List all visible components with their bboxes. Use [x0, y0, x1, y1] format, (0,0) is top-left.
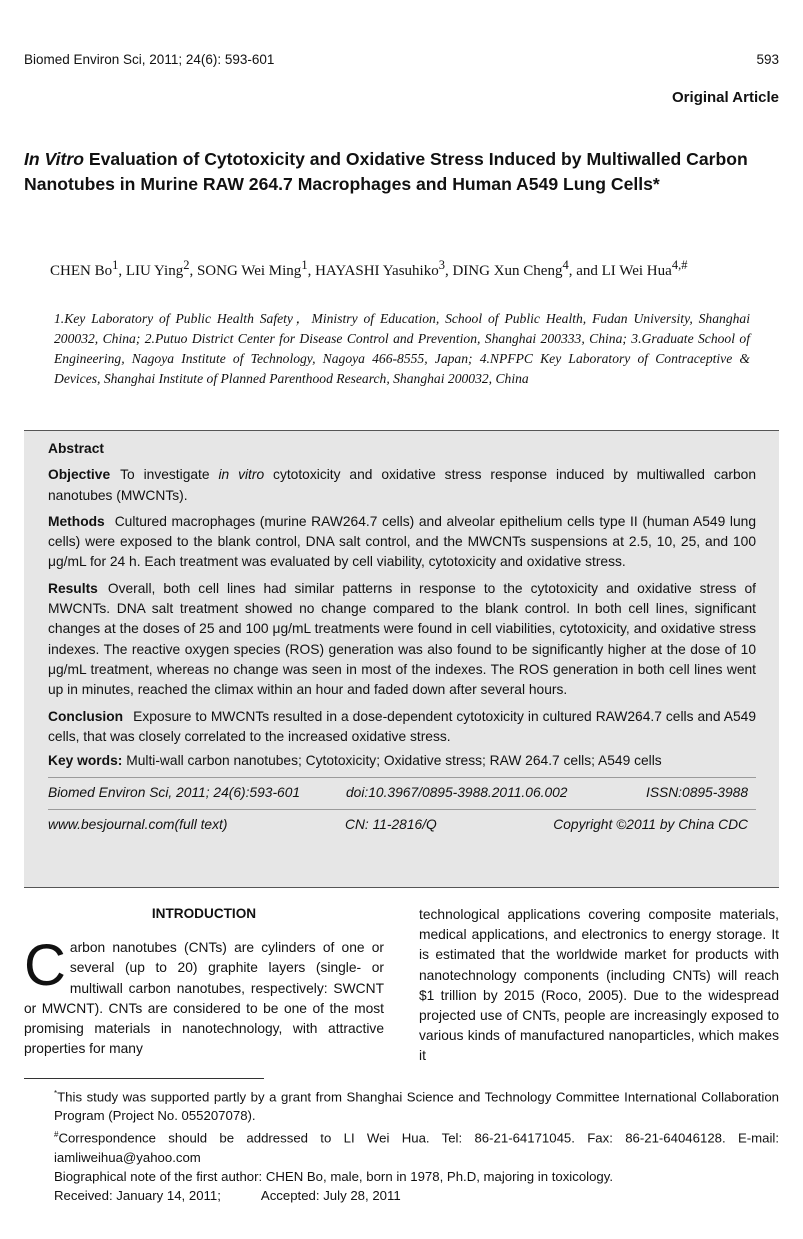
page-number: 593 — [756, 52, 779, 67]
abstract-meta-row-1 — [48, 783, 756, 805]
author: CHEN Bo$^1$, — [50, 258, 126, 279]
author-list — [50, 258, 790, 280]
introduction-heading: INTRODUCTION — [151, 906, 257, 921]
running-head — [24, 52, 779, 70]
abstract-divider — [48, 809, 756, 810]
meta-website: www.besjournal.com(full text) — [48, 817, 228, 833]
title-italic: In Vitro — [24, 149, 84, 169]
abstract-keywords: Key words: Multi-wall carbon nanotubes; Cytotoxicity; Oxidative stress; RAW 264.7 cells; A549 cells — [48, 753, 662, 769]
drop-cap: C — [24, 933, 66, 999]
author: LI Wei Hua$^{4,\#}$ — [601, 258, 688, 279]
footnote-divider — [24, 1078, 264, 1079]
introduction-right-column — [419, 905, 779, 1067]
meta-cn: CN: 11-2816/Q — [345, 817, 437, 833]
meta-citation: Biomed Environ Sci, 2011; 24(6):593-601 — [48, 785, 301, 801]
title-rest: Evaluation of Cytotoxicity and Oxidative Stress Induced by Multiwalled Carbon Nanotubes in Murine RAW 264.7 Macrophages and Human A549 Lung Cells* — [24, 149, 748, 194]
abstract-divider — [48, 777, 756, 778]
abstract-content — [48, 439, 756, 837]
funding-footnote: *This study was supported partly by a grant from Shanghai Science and Technology Committee International Collaboration Program (Project No. 055207078). — [54, 1089, 779, 1124]
received-footnote — [24, 1186, 779, 1205]
article-title — [24, 147, 784, 197]
accepted-date: Accepted: July 28, 2011 — [260, 1187, 401, 1203]
abstract-conclusion: Conclusion Exposure to MWCNTs resulted in a dose-dependent cytotoxicity in cultured RAW264.7 cells and A549 cells, that was closely correlated to the increased oxidative stress. — [48, 708, 756, 744]
received-date: Received: January 14, 2011; — [54, 1187, 221, 1203]
meta-copyright: Copyright ©2011 by China CDC — [553, 817, 748, 833]
abstract-objective: Objective To investigate in vitro cytotoxicity and oxidative stress response induced by multiwalled carbon nanotubes (MWCNTs). — [48, 467, 757, 503]
introduction-paragraph-continued: technological applications covering composite materials, medical applications, and electronics to energy storage. It is estimated that the worldwide market for products with nanotechnology components (including CNTs) will reach $1 trillion by 2015 (Roco, 2005). Due to the widespread projected use of CNTs, people are increasingly exposed to various kinds of manufactured nanoparticles, which makes it — [419, 907, 779, 1064]
affiliations: 1.Key Laboratory of Public Health Safety，Ministry of Education, School of Public Health, Fudan University, Shanghai 200032, China; 2.Putuo District Center for Disease Control and Prevention, Shanghai 200333, China; 3.Graduate School of Engineering, Nagoya Institute of Technology, Nagoya 466-8555, Japan; 4.NPFPC Key Laboratory of Contraceptive & Devices, Shanghai Institute of Planned Parenthood Research, Shanghai 200032, China — [54, 311, 750, 386]
author: HAYASHI Yasuhiko$^3$, — [315, 258, 453, 279]
abstract-meta-row-2 — [48, 815, 756, 837]
article-type: Original Article — [672, 89, 779, 106]
abstract-methods: Methods Cultured macrophages (murine RAW264.7 cells) and alveolar epithelium cells type II (human A549 lung cells) were exposed to the blank control, DNA salt control, and the MWCNTs suspensions at 2.5, 10, 25, and 100 μg/mL for 24 h. Each treatment was evaluated by cell viability, cytotoxicity and oxidative stress. — [48, 513, 756, 570]
author: SONG Wei Ming$^1$, — [196, 258, 316, 279]
meta-doi: doi:10.3967/0895-3988.2011.06.002 — [346, 785, 568, 801]
introduction-left-column — [24, 904, 384, 1059]
correspondence-footnote: #Correspondence should be addressed to LI Wei Hua. Tel: 86-21-64171045. Fax: 86-21-64046128. E-mail: iamliweihua@yahoo.com — [54, 1130, 779, 1165]
running-head-citation: Biomed Environ Sci, 2011; 24(6): 593-601 — [24, 52, 275, 67]
abstract-results: Results Overall, both cell lines had similar patterns in response to the cytotoxicity and oxidative stress of MWCNTs. DNA salt treatment showed no change compared to the blank control. In both cell lines, significant changes at the doses of 25 and 100 μg/mL treatments were found in cell viabilities, cytotoxicity, and oxidative stress indexes. The reactive oxygen species (ROS) generation was also found to be significantly higher at the dose of 10 μg/mL treatment, whereas no change was seen in most of the indexes. The ROS generation in both cell lines went up in minutes, reached the climax within an hour and faded down after several hours. — [48, 580, 756, 698]
author: LIU Ying$^2$, — [125, 258, 197, 279]
introduction-paragraph: Carbon nanotubes (CNTs) are cylinders of one or several (up to 20) graphite layers (single- or multiwall carbon nanotubes, respectively: SWCNT or MWCNT). CNTs are considered to be one of the most promising materials in nanotechnology, with attractive properties for many — [24, 933, 384, 1057]
meta-issn: ISSN:0895-3988 — [645, 785, 748, 801]
abstract-heading: Abstract — [48, 441, 104, 456]
bio-footnote: Biographical note of the first author: CHEN Bo, male, born in 1978, Ph.D, majoring in toxicology. — [54, 1168, 614, 1184]
abstract-box — [24, 430, 779, 888]
author: DING Xun Cheng$^4$, and — [452, 258, 602, 279]
footnotes — [24, 1084, 779, 1205]
